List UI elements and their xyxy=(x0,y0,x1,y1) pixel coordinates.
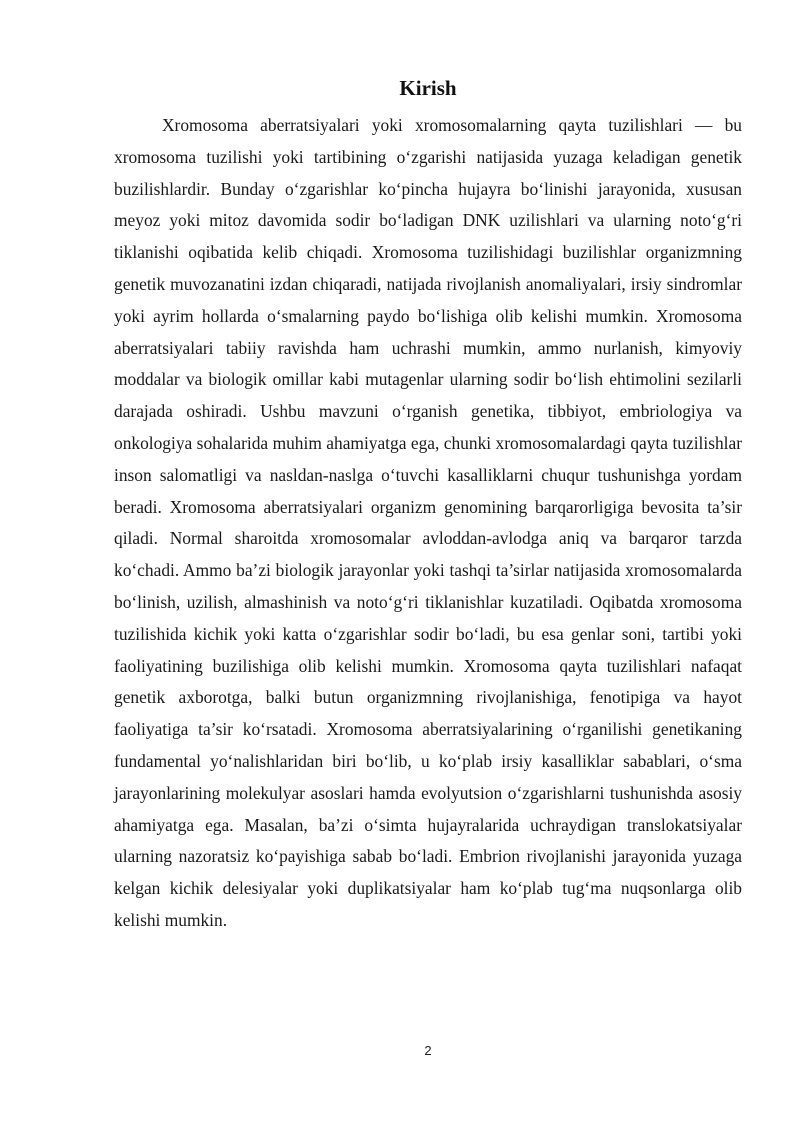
body-paragraph: Xromosoma aberratsiyalari yoki xromosomalarning qayta tuzilishlari — bu xromosoma tuzilishi yoki tartibining o‘zgarishi natijasida yuzaga keladigan genetik buzilishlardir. Bunday o‘zgarishlar ko‘pincha hujayra bo‘linishi jarayonida, xususan meyoz yoki mitoz davomida sodir bo‘ladigan DNK uzilishlari va ularning noto‘g‘ri tiklanishi oqibatida kelib chiqadi. Xromosoma tuzilishidagi buzilishlar organizmning genetik muvozanatini izdan chiqaradi, natijada rivojlanish anomaliyalari, irsiy sindromlar yoki ayrim hollarda o‘smalarning paydo bo‘lishiga olib kelishi mumkin. Xromosoma aberratsiyalari tabiiy ravishda ham uchrashi mumkin, ammo nurlanish, kimyoviy moddalar va biologik omillar kabi mutagenlar ularning sodir bo‘lish ehtimolini sezilarli darajada oshiradi. Ushbu mavzuni o‘rganish genetika, tibbiyot, embriologiya va onkologiya sohalarida muhim ahamiyatga ega, chunki xromosomalardagi qayta tuzilishlar inson salomatligi va nasldan-naslga o‘tuvchi kasalliklarni chuqur tushunishga yordam beradi. Xromosoma aberratsiyalari organizm genomining barqarorligiga bevosita ta’sir qiladi. Normal sharoitda xromosomalar avloddan-avlodga aniq va barqaror tarzda ko‘chadi. Ammo ba’zi biologik jarayonlar yoki tashqi ta’sirlar natijasida xromosomalarda bo‘linish, uzilish, almashinish va noto‘g‘ri tiklanishlar kuzatiladi. Oqibatda xromosoma tuzilishida kichik yoki katta o‘zgarishlar sodir bo‘ladi, bu esa genlar soni, tartibi yoki faoliyatining buzilishiga olib kelishi mumkin. Xromosoma qayta tuzilishlari nafaqat genetik axborotga, balki butun organizmning rivojlanishiga, fenotipiga va hayot faoliyatiga ta’sir ko‘rsatadi. Xromosoma aberratsiyalarining o‘rganilishi genetikaning fundamental yo‘nalishlaridan biri bo‘lib, u ko‘plab irsiy kasalliklar sabablari, o‘sma jarayonlarining molekulyar asoslari hamda evolyutsion o‘zgarishlarni tushunishda asosiy ahamiyatga ega. Masalan, ba’zi o‘simta hujayralarida uchraydigan translokatsiyalar ularning nazoratsiz ko‘payishiga sabab bo‘ladi. Embrion rivojlanishi jarayonida yuzaga kelgan kichik delesiyalar yoki duplikatsiyalar ham ko‘plab tug‘ma nuqsonlarga olib kelishi mumkin. xyxy=(114,115,742,930)
page-number: 2 xyxy=(424,1043,432,1058)
page-title: Kirish xyxy=(399,76,457,100)
